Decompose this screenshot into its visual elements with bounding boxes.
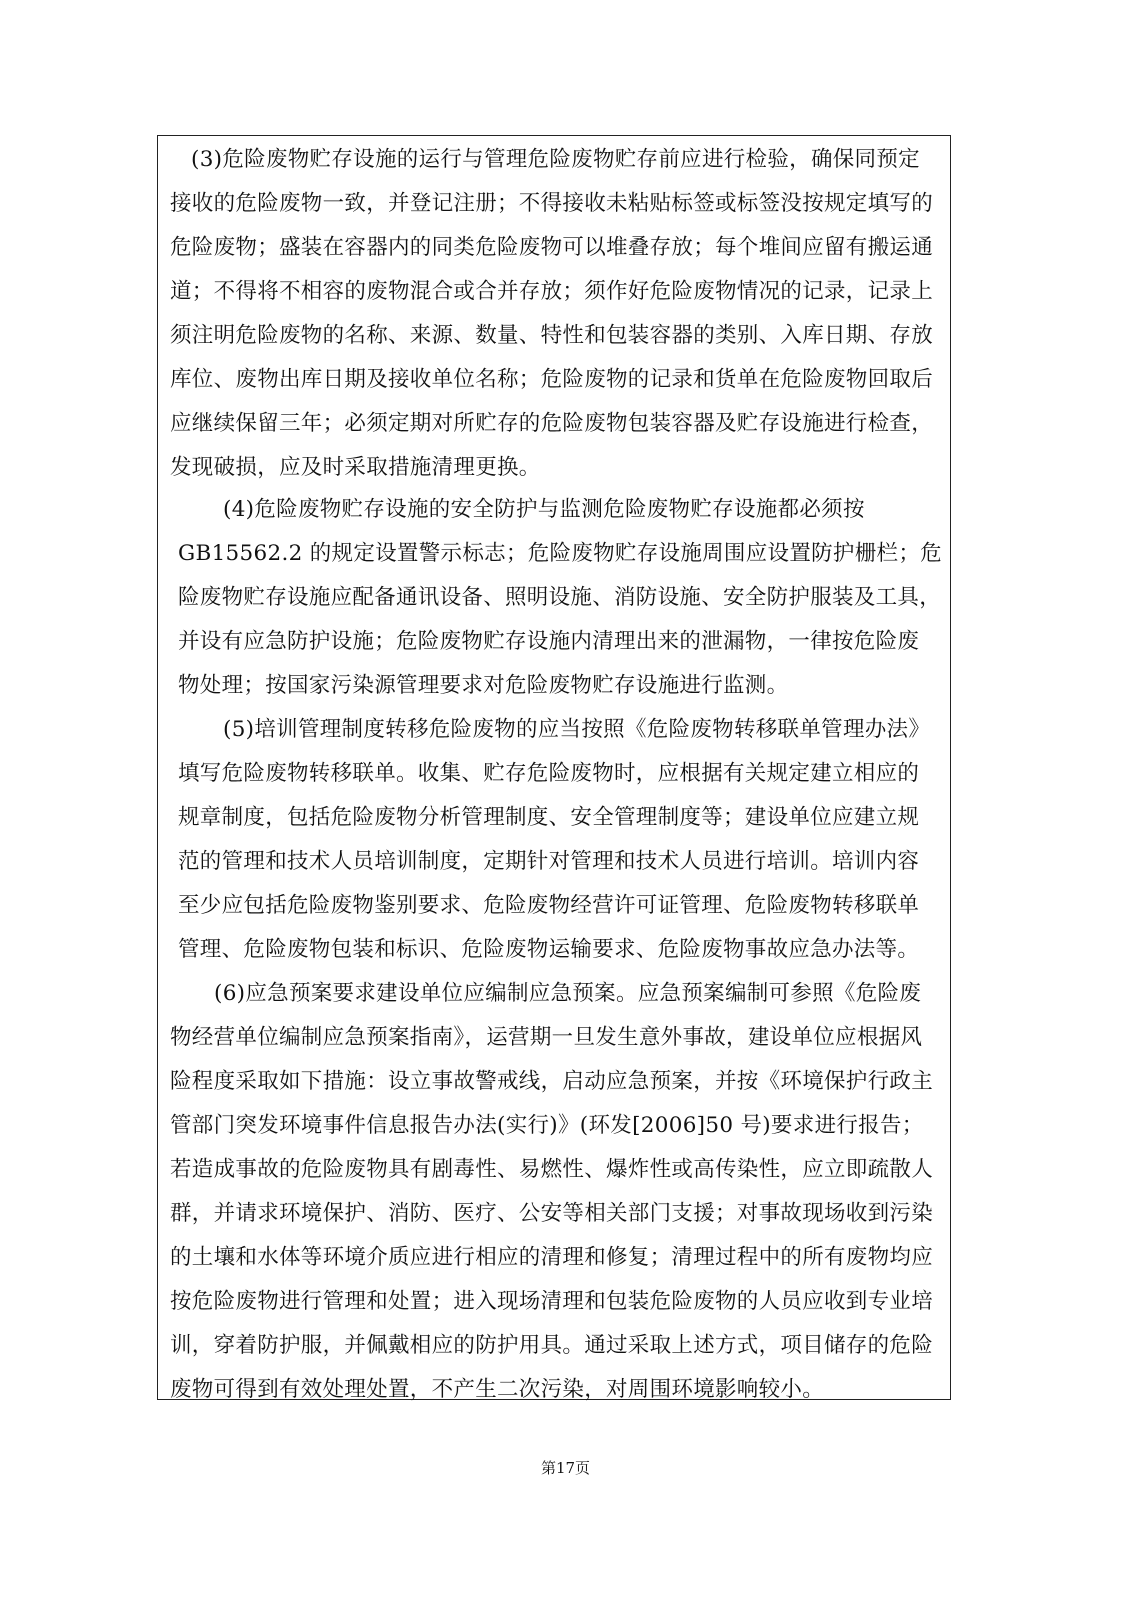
text-line: 废物可得到有效处理处置，不产生二次污染，对周围环境影响较小。: [170, 1377, 825, 1402]
text-line: 须注明危险废物的名称、来源、数量、特性和包装容器的类别、入库日期、存放: [170, 323, 934, 348]
content-frame: [157, 135, 951, 1400]
text-line: 若造成事故的危险废物具有剧毒性、易燃性、爆炸性或高传染性，应立即疏散人: [170, 1157, 934, 1182]
text-line: 管部门突发环境事件信息报告办法(实行)》(环发[2006]50 号)要求进行报告；: [170, 1113, 924, 1138]
text-line: (4)危险废物贮存设施的安全防护与监测危险废物贮存设施都必须按: [223, 497, 865, 522]
text-line: 至少应包括危险废物鉴别要求、危险废物经营许可证管理、危险废物转移联单: [178, 893, 920, 918]
text-line: 按危险废物进行管理和处置；进入现场清理和包装危险废物的人员应收到专业培: [170, 1289, 934, 1314]
text-line: 险程度采取如下措施：设立事故警戒线，启动应急预案，并按《环境保护行政主: [170, 1069, 934, 1094]
text-line: 危险废物；盛装在容器内的同类危险废物可以堆叠存放；每个堆间应留有搬运通: [170, 235, 934, 260]
text-line: 管理、危险废物包装和标识、危险废物运输要求、危险废物事故应急办法等。: [178, 937, 920, 962]
text-line: 发现破损，应及时采取措施清理更换。: [170, 455, 541, 480]
text-line: 道；不得将不相容的废物混合或合并存放；须作好危险废物情况的记录，记录上: [170, 279, 934, 304]
text-line: 物处理；按国家污染源管理要求对危险废物贮存设施进行监测。: [178, 673, 789, 698]
text-line: (5)培训管理制度转移危险废物的应当按照《危险废物转移联单管理办法》: [223, 717, 931, 742]
text-line: GB15562.2 的规定设置警示标志；危险废物贮存设施周围应设置防护栅栏；危: [178, 541, 942, 566]
text-line: 群，并请求环境保护、消防、医疗、公安等相关部门支援；对事故现场收到污染: [170, 1201, 934, 1226]
text-line: 训，穿着防护服，并佩戴相应的防护用具。通过采取上述方式，项目储存的危险: [170, 1333, 934, 1358]
text-line: 接收的危险废物一致，并登记注册；不得接收未粘贴标签或标签没按规定填写的: [170, 191, 934, 216]
text-line: 险废物贮存设施应配备通讯设备、照明设施、消防设施、安全防护服装及工具，: [178, 585, 942, 610]
text-line: (3)危险废物贮存设施的运行与管理危险废物贮存前应进行检验，确保同预定: [191, 147, 920, 172]
text-line: (6)应急预案要求建设单位应编制应急预案。应急预案编制可参照《危险废: [214, 981, 922, 1006]
page-number: 第17页: [540, 1459, 591, 1477]
text-line: 并设有应急防护设施；危险废物贮存设施内清理出来的泄漏物，一律按危险废: [178, 629, 920, 654]
text-line: 填写危险废物转移联单。收集、贮存危险废物时，应根据有关规定建立相应的: [178, 761, 920, 786]
text-line: 物经营单位编制应急预案指南》，运营期一旦发生意外事故，建设单位应根据风: [170, 1025, 923, 1050]
text-line: 规章制度，包括危险废物分析管理制度、安全管理制度等；建设单位应建立规: [178, 805, 920, 830]
text-line: 的土壤和水体等环境介质应进行相应的清理和修复；清理过程中的所有废物均应: [170, 1245, 934, 1270]
text-line: 库位、废物出库日期及接收单位名称；危险废物的记录和货单在危险废物回取后: [170, 367, 934, 392]
text-line: 范的管理和技术人员培训制度，定期针对管理和技术人员进行培训。培训内容: [178, 849, 920, 874]
text-line: 应继续保留三年；必须定期对所贮存的危险废物包装容器及贮存设施进行检查，: [170, 411, 934, 436]
